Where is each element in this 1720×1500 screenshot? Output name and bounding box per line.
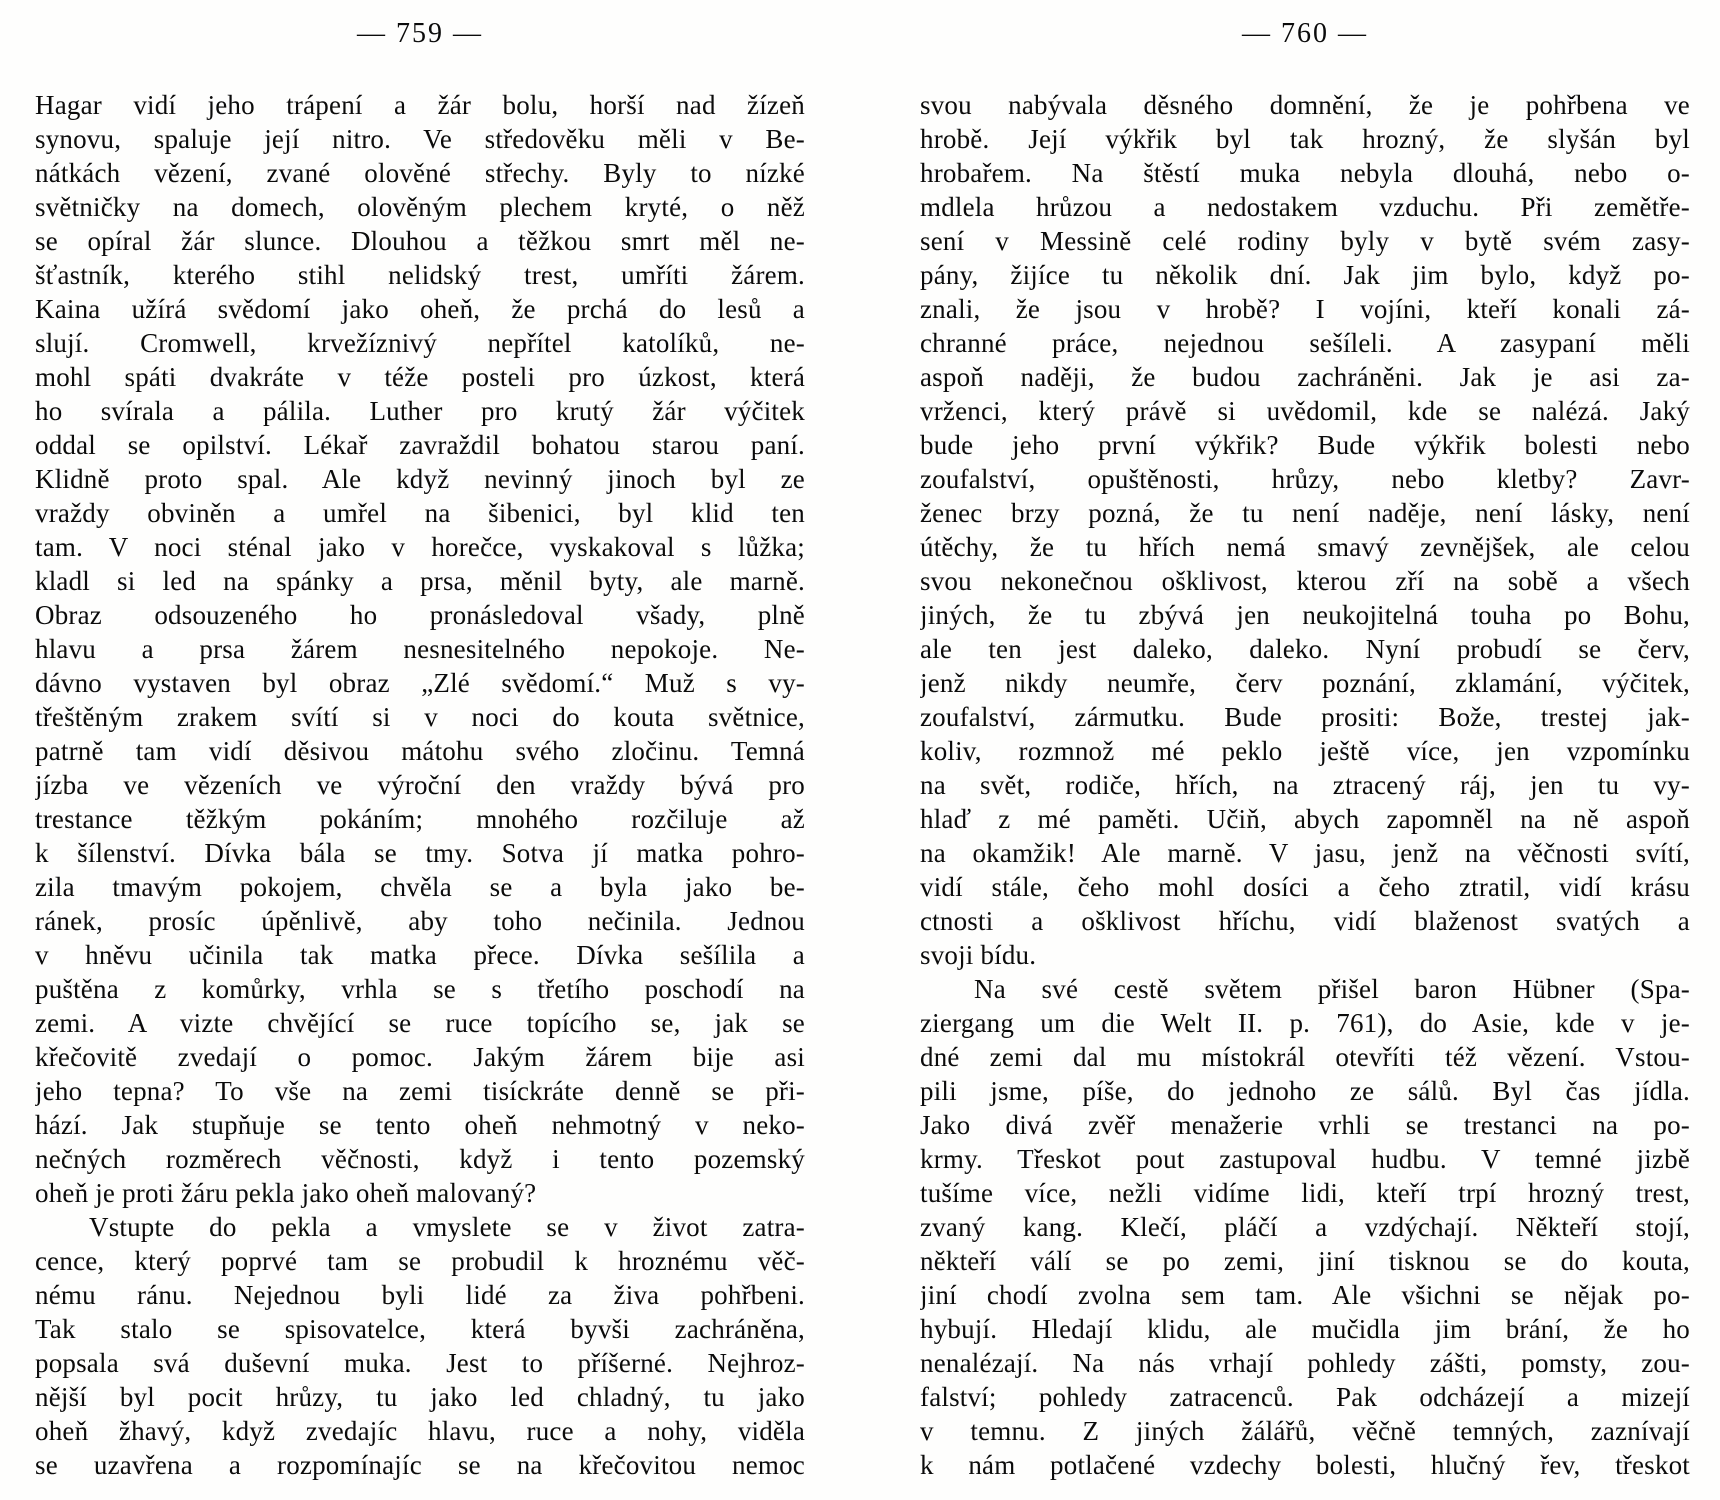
text-line: cence, který poprvé tam se probudil k hroznému věč- — [35, 1246, 805, 1276]
text-line: vrženci, který právě si uvědomil, kde se nalézá. Jaký — [920, 396, 1690, 426]
text-line: falství; pohledy zatracenců. Pak odcházejí a mizejí — [920, 1382, 1690, 1412]
text-line: nější byl pocit hrůzy, tu jako led chladný, tu jako — [35, 1382, 805, 1412]
text-line: v temnu. Z jiných žálářů, věčně temných, zaznívají — [920, 1416, 1690, 1446]
text-line: puštěna z komůrky, vrhla se s třetího poschodí na — [35, 974, 805, 1004]
text-line: vraždy obviněn a umřel na šibenici, byl klid ten — [35, 498, 805, 528]
text-line: pili jsme, píše, do jednoho ze sálů. Byl čas jídla. — [920, 1076, 1690, 1106]
text-line: ženec brzy pozná, že tu není naděje, není lásky, není — [920, 498, 1690, 528]
text-line: ziergang um die Welt II. p. 761), do Asie, kde v je- — [920, 1008, 1690, 1038]
text-line: zvaný kang. Klečí, pláčí a vzdýchají. Někteří stojí, — [920, 1212, 1690, 1242]
right-page-number: — 760 — — [1242, 18, 1368, 49]
text-line: zemi. A vizte chvějící se ruce topícího se, jak se — [35, 1008, 805, 1038]
text-line: svoji bídu. — [920, 940, 1037, 970]
text-line: patrně tam vidí děsivou mátohu svého zločinu. Temná — [35, 736, 805, 766]
text-line: Klidně proto spal. Ale když nevinný jinoch byl ze — [35, 464, 805, 494]
text-line: Tak stalo se spisovatelce, která byvši zachráněna, — [35, 1314, 805, 1344]
text-line: na okamžik! Ale marně. V jasu, jenž na věčnosti svítí, — [920, 838, 1690, 868]
text-line: Na své cestě světem přišel baron Hübner (Spa- — [974, 974, 1690, 1004]
text-line: svou nabývala děsného domnění, že je pohřbena ve — [920, 90, 1690, 120]
text-line: křečovitě zvedají o pomoc. Jakým žárem bije asi — [35, 1042, 805, 1072]
text-line: hází. Jak stupňuje se tento oheň nehmotný v neko- — [35, 1110, 805, 1140]
text-line: vidí stále, čeho mohl dosíci a čeho ztratil, vidí krásu — [920, 872, 1690, 902]
text-line: synovu, spaluje její nitro. Ve středověku měli v Be- — [35, 124, 805, 154]
text-line: dávno vystaven byl obraz „Zlé svědomí.“ Muž s vy- — [35, 668, 805, 698]
text-line: jízba ve vězeních ve výroční den vraždy bývá pro — [35, 770, 805, 800]
text-line: zoufalství, opuštěnosti, hrůzy, nebo kletby? Zavr- — [920, 464, 1690, 494]
text-line: jiní chodí zvolna sem tam. Ale všichni se nějak po- — [920, 1280, 1690, 1310]
text-line: jenž nikdy neumře, červ poznání, zklamání, výčitek, — [920, 668, 1690, 698]
text-line: útěchy, že tu hřích nemá smavý zevnějšek, ale celou — [920, 532, 1690, 562]
text-line: hrobě. Její výkřik byl tak hrozný, že slyšán byl — [920, 124, 1690, 154]
text-line: trestance těžkým pokáním; mnohého rozčiluje až — [35, 804, 805, 834]
text-line: hrobařem. Na štěstí muka nebyla dlouhá, nebo o- — [920, 158, 1690, 188]
left-page-text — [35, 88, 805, 1482]
text-line: nému ránu. Nejednou byli lidé za živa pohřbeni. — [35, 1280, 805, 1310]
text-line: ránek, prosíc úpěnlivě, aby toho nečinila. Jednou — [35, 906, 805, 936]
text-line: zoufalství, zármutku. Bude prositi: Bože, trestej jak- — [920, 702, 1690, 732]
text-line: k nám potlačené vzdechy bolesti, hlučný řev, třeskot — [920, 1450, 1690, 1480]
text-line: pány, žijíce tu několik dní. Jak jim bylo, když po- — [920, 260, 1690, 290]
text-line: oheň žhavý, když zvedajíc hlavu, ruce a nohy, viděla — [35, 1416, 805, 1446]
text-line: hybují. Hledají klidu, ale mučidla jim brání, že ho — [920, 1314, 1690, 1344]
text-line: ho svírala a pálila. Luther pro krutý žár výčitek — [35, 396, 805, 426]
left-page-number: — 759 — — [357, 18, 483, 49]
text-line: koliv, rozmnož mé peklo ještě více, jen vzpomínku — [920, 736, 1690, 766]
text-line: kladl si led na spánky a prsa, měnil byty, ale marně. — [35, 566, 805, 596]
text-line: mohl spáti dvakráte v téže posteli pro úzkost, která — [35, 362, 805, 392]
text-line: popsala svá duševní muka. Jest to příšerné. Nejhroz- — [35, 1348, 805, 1378]
text-line: sení v Messině celé rodiny byly v bytě svém zasy- — [920, 226, 1690, 256]
text-line: na svět, rodiče, hřích, na ztracený ráj, jen tu vy- — [920, 770, 1690, 800]
text-line: tam. V noci sténal jako v horečce, vyskakoval s lůžka; — [35, 532, 805, 562]
text-line: hlavu a prsa žárem nesnesitelného nepokoje. Ne- — [35, 634, 805, 664]
text-line: tušíme více, nežli vidíme lidi, kteří trpí hrozný trest, — [920, 1178, 1690, 1208]
text-line: nenalézají. Na nás vrhají pohledy zášti, pomsty, zou- — [920, 1348, 1690, 1378]
text-line: ctnosti a ošklivost hříchu, vidí blaženost svatých a — [920, 906, 1690, 936]
text-line: šťastník, kterého stihl nelidský trest, umříti žárem. — [35, 260, 805, 290]
text-line: ale ten jest daleko, daleko. Nyní probudí se červ, — [920, 634, 1690, 664]
text-line: oddal se opilství. Lékař zavraždil bohatou starou paní. — [35, 430, 805, 460]
text-line: někteří válí se po zemi, jiní tisknou se do kouta, — [920, 1246, 1690, 1276]
text-line: třeštěným zrakem svítí si v noci do kouta světnice, — [35, 702, 805, 732]
text-line: mdlela hrůzou a nedostakem vzduchu. Při zemětře- — [920, 192, 1690, 222]
right-page-column — [920, 0, 1690, 1500]
text-line: svou nekonečnou ošklivost, kterou zří na sobě a všech — [920, 566, 1690, 596]
text-line: oheň je proti žáru pekla jako oheň malovaný? — [35, 1178, 537, 1208]
left-page-column — [35, 0, 805, 1500]
text-line: Kaina užírá svědomí jako oheň, že prchá do lesů a — [35, 294, 805, 324]
text-line: bude jeho první výkřik? Bude výkřik bolesti nebo — [920, 430, 1690, 460]
text-line: k šílenství. Dívka bála se tmy. Sotva jí matka pohro- — [35, 838, 805, 868]
text-line: nečných rozměrech věčnosti, když i tento pozemský — [35, 1144, 805, 1174]
right-page-text — [920, 88, 1690, 1482]
text-line: Obraz odsouzeného ho pronásledoval všady, plně — [35, 600, 805, 630]
text-line: aspoň naději, že budou zachráněni. Jak je asi za- — [920, 362, 1690, 392]
text-line: slují. Cromwell, krvežíznivý nepřítel katolíků, ne- — [35, 328, 805, 358]
text-line: se opíral žár slunce. Dlouhou a těžkou smrt měl ne- — [35, 226, 805, 256]
text-line: chranné práce, nejednou sešíleli. A zasypaní měli — [920, 328, 1690, 358]
text-line: Hagar vidí jeho trápení a žár bolu, horší nad žízeň — [35, 90, 805, 120]
text-line: světničky na domech, olověným plechem kryté, o něž — [35, 192, 805, 222]
text-line: zila tmavým pokojem, chvěla se a byla jako be- — [35, 872, 805, 902]
text-line: dné zemi dal mu místokrál otevříti též vězení. Vstou- — [920, 1042, 1690, 1072]
text-line: nátkách vězení, zvané olověné střechy. Byly to nízké — [35, 158, 805, 188]
text-line: krmy. Třeskot pout zastupoval hudbu. V temné jizbě — [920, 1144, 1690, 1174]
text-line: znali, že jsou v hrobě? I vojíni, kteří konali zá- — [920, 294, 1690, 324]
text-line: jiných, že tu zbývá jen neukojitelná touha po Bohu, — [920, 600, 1690, 630]
text-line: jeho tepna? To vše na zemi tisíckráte denně se při- — [35, 1076, 805, 1106]
text-line: hlaď z mé paměti. Učiň, abych zapomněl na ně aspoň — [920, 804, 1690, 834]
text-line: v hněvu učinila tak matka přece. Dívka sešílila a — [35, 940, 805, 970]
text-line: Vstupte do pekla a vmyslete se v život zatra- — [89, 1212, 805, 1242]
text-line: se uzavřena a rozpomínajíc se na křečovitou nemoc — [35, 1450, 805, 1480]
text-line: Jako divá zvěř menažerie vrhli se trestanci na po- — [920, 1110, 1690, 1140]
